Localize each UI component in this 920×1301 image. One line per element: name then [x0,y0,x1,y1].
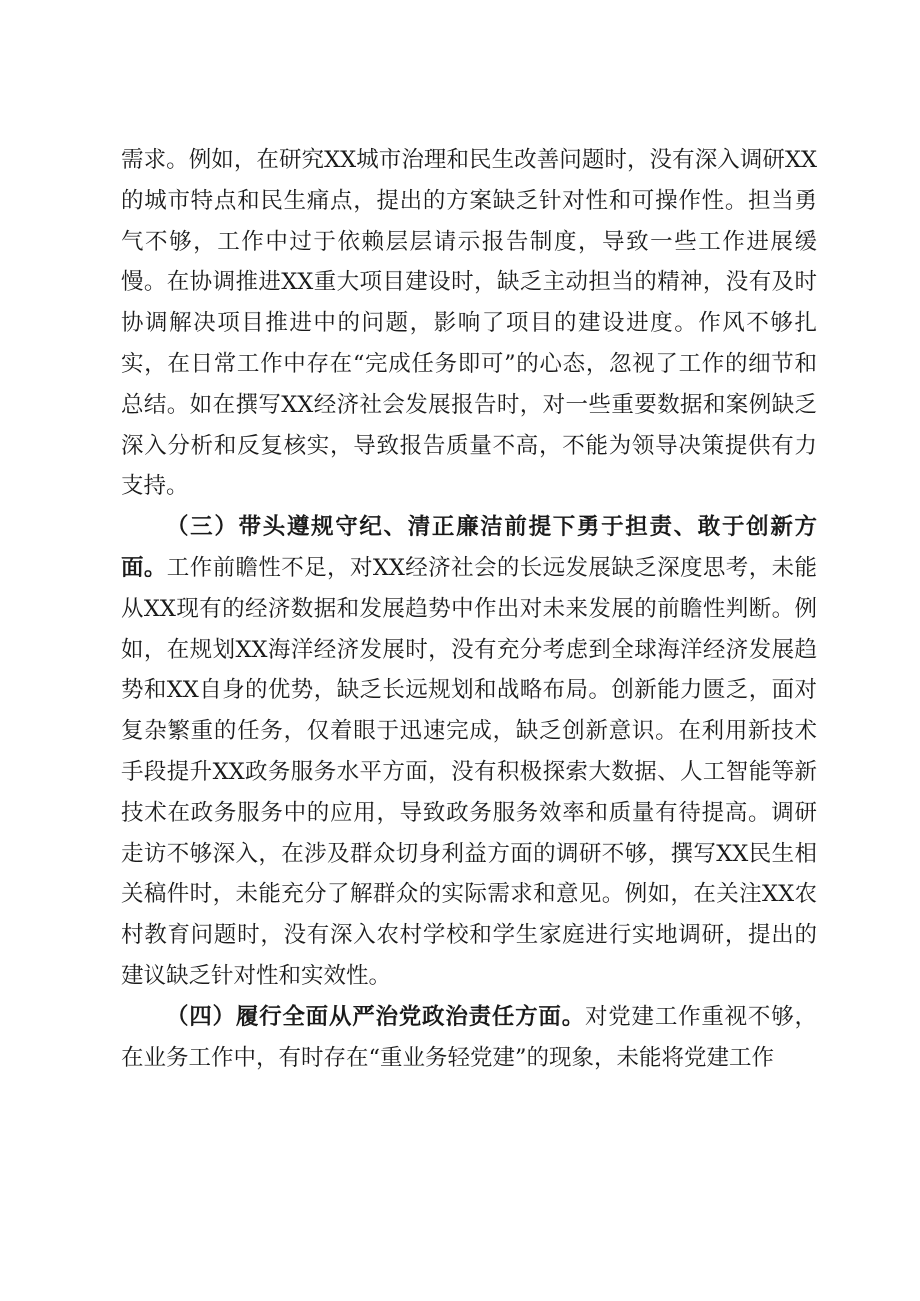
paragraph-text: 需求。例如，在研究XX城市治理和民生改善问题时，没有深入调研XX的城市特点和民生痛点，提出的方案缺乏针对性和可操作性。担当勇气不够，工作中过于依赖层层请示报告制度，导致一些工作进展缓慢。在协调推进XX重大项目建设时，缺乏主动担当的精神，没有及时协调解决项目推进中的问题，影响了项目的建设进度。作风不够扎实，在日常工作中存在“完成任务即可”的心态，忽视了工作的细节和总结。如在撰写XX经济社会发展报告时，对一些重要数据和案例缺乏深入分析和反复核实，导致报告质量不高，不能为领导决策提供有力支持。 [121,147,817,500]
paragraph-text: 对党建工作重视不够，在业务工作中，有时存在“重业务轻党建”的现象，未能将党建工作 [121,1003,817,1071]
document-body [121,140,817,1078]
paragraph-section-four [121,997,817,1079]
section-four-heading: （四）履行全面从严治党政治责任方面。 [166,1003,585,1030]
paragraph-section-three [121,507,817,997]
paragraph-continuation [121,140,817,507]
section-three-heading: （三）带头遵规守纪、清正廉洁前提下勇于担责、敢于创新方面。 [121,514,817,581]
paragraph-text: 工作前瞻性不足，对XX经济社会的长远发展缺乏深度思考，未能从XX现有的经济数据和发展趋势中作出对未来发展的前瞻性判断。例如，在规划XX海洋经济发展时，没有充分考虑到全球海洋经济发展趋势和XX自身的优势，缺乏长远规划和战略布局。创新能力匮乏，面对复杂繁重的任务，仅着眼于迅速完成，缺乏创新意识。在利用新技术手段提升XX政务服务水平方面，没有积极探索大数据、人工智能等新技术在政务服务中的应用，导致政务服务效率和质量有待提高。调研走访不够深入，在涉及群众切身利益方面的调研不够，撰写XX民生相关稿件时，未能充分了解群众的实际需求和意见。例如，在关注XX农村教育问题时，没有深入农村学校和学生家庭进行实地调研，提出的建议缺乏针对性和实效性。 [121,554,817,989]
